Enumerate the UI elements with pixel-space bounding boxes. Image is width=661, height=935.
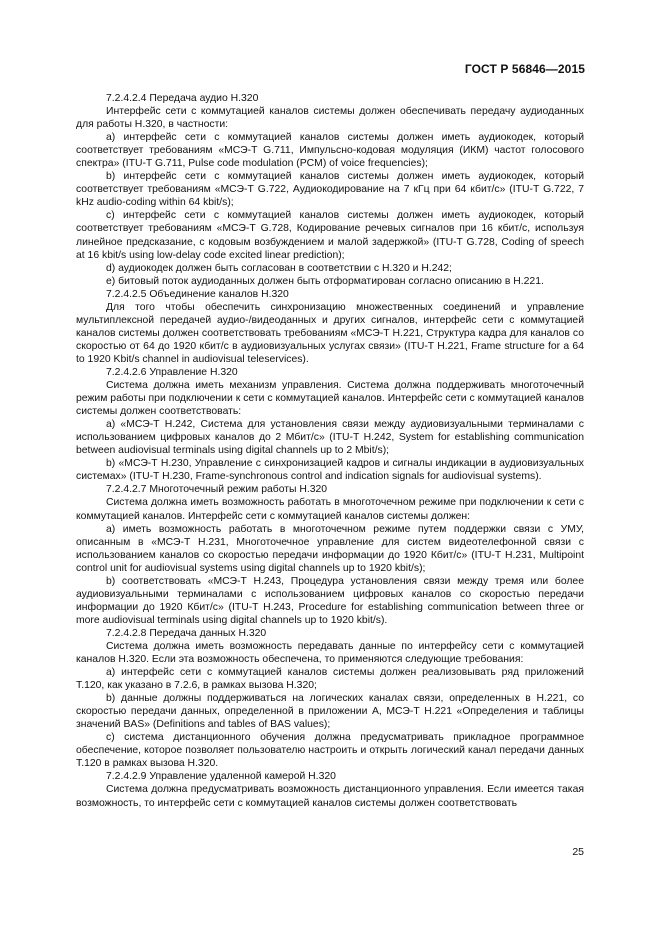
section-heading-remote-camera: 7.2.4.2.9 Управление удаленной камерой H.320 bbox=[106, 771, 336, 783]
document-body bbox=[76, 92, 584, 810]
page-number: 25 bbox=[572, 846, 584, 858]
list-item: b) соответствовать «МСЭ-Т H.243, Процедура установления связи между тремя или более аудиовизуальными терминалами с использованием цифровых каналов со скоростью передачи информации до 1920 Кбит/с» (ITU-T H.243, Procedure for establishing communication between three or more audiovisual terminals using digital channels up to 1920 kbit/s). bbox=[76, 575, 584, 626]
section-heading-audio-h320: 7.2.4.2.4 Передача аудио H.320 bbox=[106, 93, 259, 104]
paragraph: Для того чтобы обеспечить синхронизацию множественных соединений и управление мультиплексной передачей аудио-/видеоданных и других сигналов, интерфейс сети с коммутацией каналов системы должен соответствовать требованиям «МСЭ-Т H.221, Структура кадра для каналов со скоростью от 64 до 1920 кбит/с в аудиовизуальных услугах связи» (ITU-T H.221, Frame structure for a 64 to 1920 Kbit/s channel in audiovisual teleservices). bbox=[76, 301, 584, 365]
document-code-header: ГОСТ Р 56846—2015 bbox=[464, 62, 585, 76]
section-heading-control: 7.2.4.2.6 Управление H.320 bbox=[106, 366, 238, 378]
list-item: b) данные должны поддерживаться на логических каналах связи, определенных в H.221, со скоростью передачи данных, определенной в приложении А, МСЭ-Т H.221 «Определения и таблицы значений BAS» (Definitions and tables of BAS values); bbox=[76, 693, 584, 731]
list-item: a) «МСЭ-Т H.242, Система для установления связи между аудиовизуальными терминалами с использованием цифровых каналов до 2 Мбит/с» (ITU-T H.242, System for establishing communication between audiovisual terminals using digital channels up to 2 Mbit/s); bbox=[76, 419, 584, 457]
list-item: c) система дистанционного обучения должна предусматривать прикладное программное обеспечение, которое позволяет пользователю настроить и открыть логический канал передачи данных T.120 в рамках вызова H.320. bbox=[76, 732, 584, 770]
list-item: b) интерфейс сети с коммутацией каналов системы должен иметь аудиокодек, который соответствует требованиям «МСЭ-Т G.722, Аудиокодирование на 7 кГц при 64 кбит/с» (ITU-T G.722, 7 kHz audio-coding within 64 kbit/s); bbox=[76, 171, 584, 209]
list-item: e) битовый поток аудиоданных должен быть отформатирован согласно описанию в H.221. bbox=[106, 275, 544, 287]
section-heading-data-transfer: 7.2.4.2.8 Передача данных H.320 bbox=[106, 627, 267, 639]
list-item: b) «МСЭ-Т H.230, Управление с синхронизацией кадров и сигналы индикации в аудиовизуальных системах» (ITU-T H.230, Frame-synchronous control and indication signals for audiovisual systems). bbox=[76, 458, 584, 483]
section-heading-channel-aggregation: 7.2.4.2.5 Объединение каналов H.320 bbox=[106, 288, 289, 300]
paragraph: Система должна иметь возможность передавать данные по интерфейсу сети с коммутацией каналов H.320. Если эта возможность обеспечена, то применяются следующие требования: bbox=[76, 640, 584, 666]
list-item: a) интерфейс сети с коммутацией каналов системы должен иметь аудиокодек, который соответствует требованиям «МСЭ-Т G.711, Импульсно-кодовая модуляция (ИКМ) частот голосового спектра» (ITU-T G.711, Pulse code modulation (PCM) of voice frequencies); bbox=[76, 132, 584, 170]
paragraph: Система должна иметь механизм управления. Система должна поддерживать многоточечный режим работы при подключении к сети с коммутацией каналов. Интерфейс сети с коммутацией каналов системы должен соответствовать: bbox=[76, 380, 584, 418]
paragraph: Система должна предусматривать возможность дистанционного управления. Если имеется такая возможность, то интерфейс сети с коммутацией каналов системы должен соответствовать bbox=[76, 784, 584, 809]
list-item: d) аудиокодек должен быть согласован в соответствии с H.320 и H.242; bbox=[106, 262, 452, 274]
section-heading-multipoint: 7.2.4.2.7 Многоточечный режим работы H.320 bbox=[106, 484, 328, 496]
list-item: c) интерфейс сети с коммутацией каналов системы должен иметь аудиокодек, который соответствует требованиям «МСЭ-Т G.728, Кодирование речевых сигналов при 16 кбит/с, используя линейное предсказание, с кодовым возбуждением и малой задержкой» (ITU-T G.728, Coding of speech at 16 kbit/s using low-delay code excited linear prediction); bbox=[76, 210, 584, 261]
list-item: a) интерфейс сети с коммутацией каналов системы должен реализовывать ряд приложений T.120, как указано в 7.2.6, в рамках вызова H.320; bbox=[76, 667, 584, 692]
list-item: a) иметь возможность работать в многоточечном режиме путем поддержки связи с УМУ, описанным в «МСЭ-Т H.231, Многоточечное управление для систем видеотелефонной связи с использованием каналов со скоростью передачи информации до 1920 Кбит/с» (ITU-T H.231, Multipoint control unit for audiovisual systems using digital channels up to 1920 kbit/s); bbox=[76, 523, 584, 574]
paragraph: Система должна иметь возможность работать в многоточечном режиме при подключении к сети с коммутацией каналов. Интерфейс сети с коммутацией каналов системы должен: bbox=[76, 497, 584, 522]
paragraph: Интерфейс сети с коммутацией каналов системы должен обеспечивать передачу аудиоданных для работы H.320, в частности: bbox=[76, 106, 584, 131]
